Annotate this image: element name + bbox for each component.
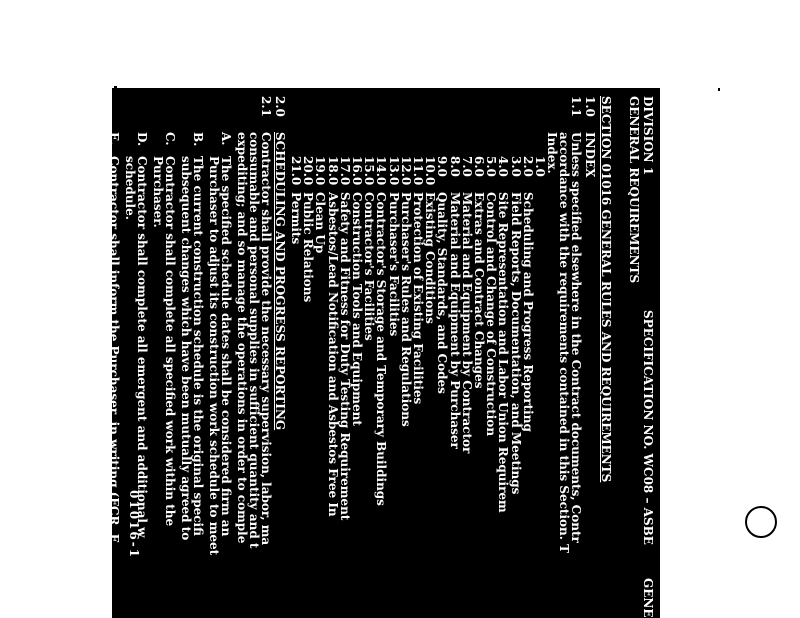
index-entry-title: Clean Up: [313, 192, 328, 254]
index-entry-title: Material and Equipment by Contractor: [459, 192, 474, 454]
index-entry-title: Site Representation and Labor Union Requirem: [496, 192, 511, 513]
index-entry-title: Asbestos/Lead Notification and Asbestos Free In: [325, 192, 340, 517]
paragraph-2-1-line: consumable and personal supplies in sufficient quantity and t: [247, 132, 261, 549]
index-entry-number: 14.0: [374, 156, 389, 186]
index-entry-title: Quality, Standards, and Codes: [435, 192, 450, 394]
index-entry-number: 4.0: [496, 156, 511, 177]
index-entry-title: Scheduling and Progress Reporting: [520, 192, 535, 432]
item-letter: D.: [135, 132, 149, 147]
index-entry-title: Control and Change of Construction: [484, 192, 499, 437]
index-entry-number: 17.0: [337, 156, 352, 186]
item-letter: C.: [163, 132, 177, 146]
paragraph-1-title: INDEX: [583, 132, 597, 178]
specification-number: SPECIFICATION NO. WC08 – ASBE: [641, 310, 655, 545]
section-title: SECTION 01016 GENERAL RULES AND REQUIREMENTS: [599, 96, 613, 483]
index-entry-number: 16.0: [350, 156, 364, 186]
scan-speck: [718, 88, 720, 91]
item-line: Contractor shall complete all emergent and additional w: [135, 156, 149, 538]
index-entry-number: 13.0: [386, 156, 401, 186]
index-entry-title: Public Relations: [301, 192, 316, 303]
item-line: subsequent changes which have been mutually agreed to: [179, 156, 193, 541]
scanned-document-page: [107, 88, 660, 618]
item-line: Purchaser.: [151, 156, 165, 228]
index-entry-number: 21.0: [289, 156, 303, 186]
index-entry-title: Permits: [289, 192, 303, 245]
paragraph-1-1-line: accordance with the requirements contained in this Section. T: [557, 132, 571, 554]
index-entry-number: 2.0: [520, 156, 535, 177]
index-entry-number: 19.0: [313, 156, 328, 186]
item-line: Contractor shall inform the Purchaser, in writing (FCR, F: [107, 156, 121, 543]
general-requirements-heading: GENERAL REQUIREMENTS: [627, 96, 641, 284]
rotated-page-content: [107, 88, 660, 618]
item-line: schedule.: [123, 156, 137, 220]
paragraph-1-1-line: Unless specified elsewhere in the Contract documents, Contr: [569, 132, 583, 543]
item-letter: E.: [107, 132, 121, 146]
punch-hole-mark: [745, 506, 777, 538]
index-entry-number: 11.0: [411, 156, 425, 186]
index-entry-title: Material and Equipment by Purchaser: [447, 192, 462, 449]
paragraph-2-1-line: Contractor shall provide the necessary supervision, labor, ma: [259, 132, 273, 546]
paragraph-1-1-line: Index.: [545, 132, 559, 174]
index-entry-title: Purchaser's Rules and Regulations: [398, 192, 413, 427]
index-entry-number: 15.0: [362, 156, 377, 186]
index-entry-title: Extras and Contract Changes: [472, 192, 486, 389]
item-line: Purchaser to adjust its construction work schedule to meet: [207, 156, 221, 556]
paragraph-2-number: 2.0: [273, 96, 287, 117]
index-entry-title: Safety and Fitness for Duty Testing Requirement: [337, 192, 352, 521]
index-entry-number: 1.0: [533, 156, 547, 177]
paragraph-2-1-line: expediting; and so manage the operations in order to comple: [235, 132, 249, 544]
paragraph-2-title: SCHEDULING AND PROGRESS REPORTING: [273, 132, 287, 431]
header-right-fragment: GENE: [641, 578, 655, 618]
scan-speck: [114, 86, 117, 89]
index-entry-title: Field Reports, Documentation, and Meetings: [508, 192, 523, 495]
index-entry-number: 9.0: [435, 156, 450, 177]
item-letter: A.: [219, 132, 233, 146]
index-entry-number: 12.0: [398, 156, 413, 186]
paragraph-1-1-number: 1.1: [569, 96, 583, 117]
index-entry-number: 8.0: [447, 156, 462, 177]
paragraph-2-1-number: 2.1: [259, 96, 273, 117]
index-entry-title: Contractor's Storage and Temporary Buildings: [374, 192, 389, 506]
index-entry-title: Construction Tools and Equipment: [350, 192, 364, 426]
index-entry-title: Existing Conditions: [423, 192, 438, 324]
index-entry-number: 6.0: [472, 156, 486, 177]
index-entry-number: 18.0: [325, 156, 340, 186]
index-entry-number: 10.0: [423, 156, 438, 186]
index-entry-title: Purchaser's Facilities: [386, 192, 401, 337]
item-line: The current construction schedule is the original specifi: [191, 156, 205, 536]
division-heading: DIVISION 1: [641, 96, 655, 176]
index-entry-title: Contractor's Facilities: [362, 192, 377, 341]
item-line: Contractor shall complete all specified work within the: [163, 156, 177, 527]
item-letter: B.: [191, 132, 205, 147]
item-line: The specified schedule dates shall be considered firm an: [219, 156, 233, 537]
index-entry-title: Protection of Existing Facilities: [411, 192, 425, 405]
index-entry-number: 3.0: [508, 156, 523, 177]
paragraph-1-number: 1.0: [583, 96, 597, 117]
index-entry-number: 20.0: [301, 156, 316, 186]
index-entry-number: 5.0: [484, 156, 499, 177]
page-number: 01016-1: [127, 490, 141, 560]
index-entry-number: 7.0: [459, 156, 474, 177]
